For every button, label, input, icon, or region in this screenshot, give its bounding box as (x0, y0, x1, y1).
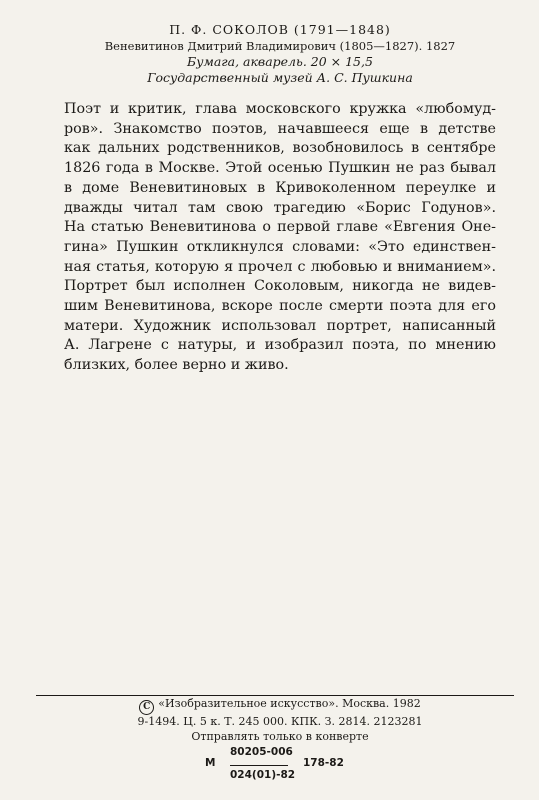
text-line: Портрет был исполнен Соколовым, никогда не видев- (64, 278, 496, 295)
code-numerator: 80205-006 (230, 746, 293, 758)
text-line: На статью Веневитинова о первой главе «Евгения Оне- (64, 219, 496, 236)
caption-header (60, 22, 500, 86)
text-line: как дальних родственников, возобновилось в сентябре (64, 140, 496, 157)
code-letter: М (205, 757, 216, 769)
text-line: А. Лагрене с натуры, и изобразил поэта, по мнению (64, 337, 496, 354)
museum-name: Государственный музей А. С. Пушкина (147, 70, 413, 85)
text-line: матери. Художник использовал портрет, написанный (64, 317, 496, 334)
print-info: 9-1494. Ц. 5 к. Т. 245 000. КПК. З. 2814. 2123281 (137, 715, 423, 728)
publisher-text: «Изобразительное искусство». Москва. 1982 (158, 697, 421, 710)
text-line: гина» Пушкин откликнулся словами: «Это единствен- (64, 238, 496, 255)
text-line: ная статья, которую я прочел с любовью и вниманием». (64, 258, 496, 275)
catalog-code (205, 746, 365, 786)
text-line: шим Веневитинова, вскоре после смерти поэта для его (64, 298, 496, 315)
publisher-line (60, 697, 500, 715)
divider-line (36, 695, 514, 696)
fraction-bar (230, 765, 288, 766)
mailing-note: Отправлять только в конверте (191, 729, 369, 743)
artwork-medium: Бумага, акварель. 20 × 15,5 (187, 54, 373, 69)
text-line: ров». Знакомство поэтов, начавшееся еще в детстве (64, 120, 496, 137)
description-text (64, 100, 496, 376)
text-line: дважды читал там свою трагедию «Борис Годунов». (64, 199, 496, 216)
artwork-title: Веневитинов Дмитрий Владимирович (1805—1827). 1827 (104, 39, 456, 53)
imprint-block (60, 697, 500, 744)
artist-name: П. Ф. СОКОЛОВ (1791—1848) (169, 22, 391, 37)
code-right: 178-82 (303, 757, 344, 769)
text-line: в доме Веневитиновых в Кривоколенном переулке и (64, 179, 496, 196)
code-denominator: 024(01)-82 (230, 769, 296, 781)
text-line: Поэт и критик, глава московского кружка «любомуд- (64, 101, 496, 117)
text-line: близких, более верно и живо. (64, 357, 289, 374)
text-line: 1826 года в Москве. Этой осенью Пушкин не раз бывал (64, 160, 496, 177)
copyright-icon: C (139, 700, 154, 715)
